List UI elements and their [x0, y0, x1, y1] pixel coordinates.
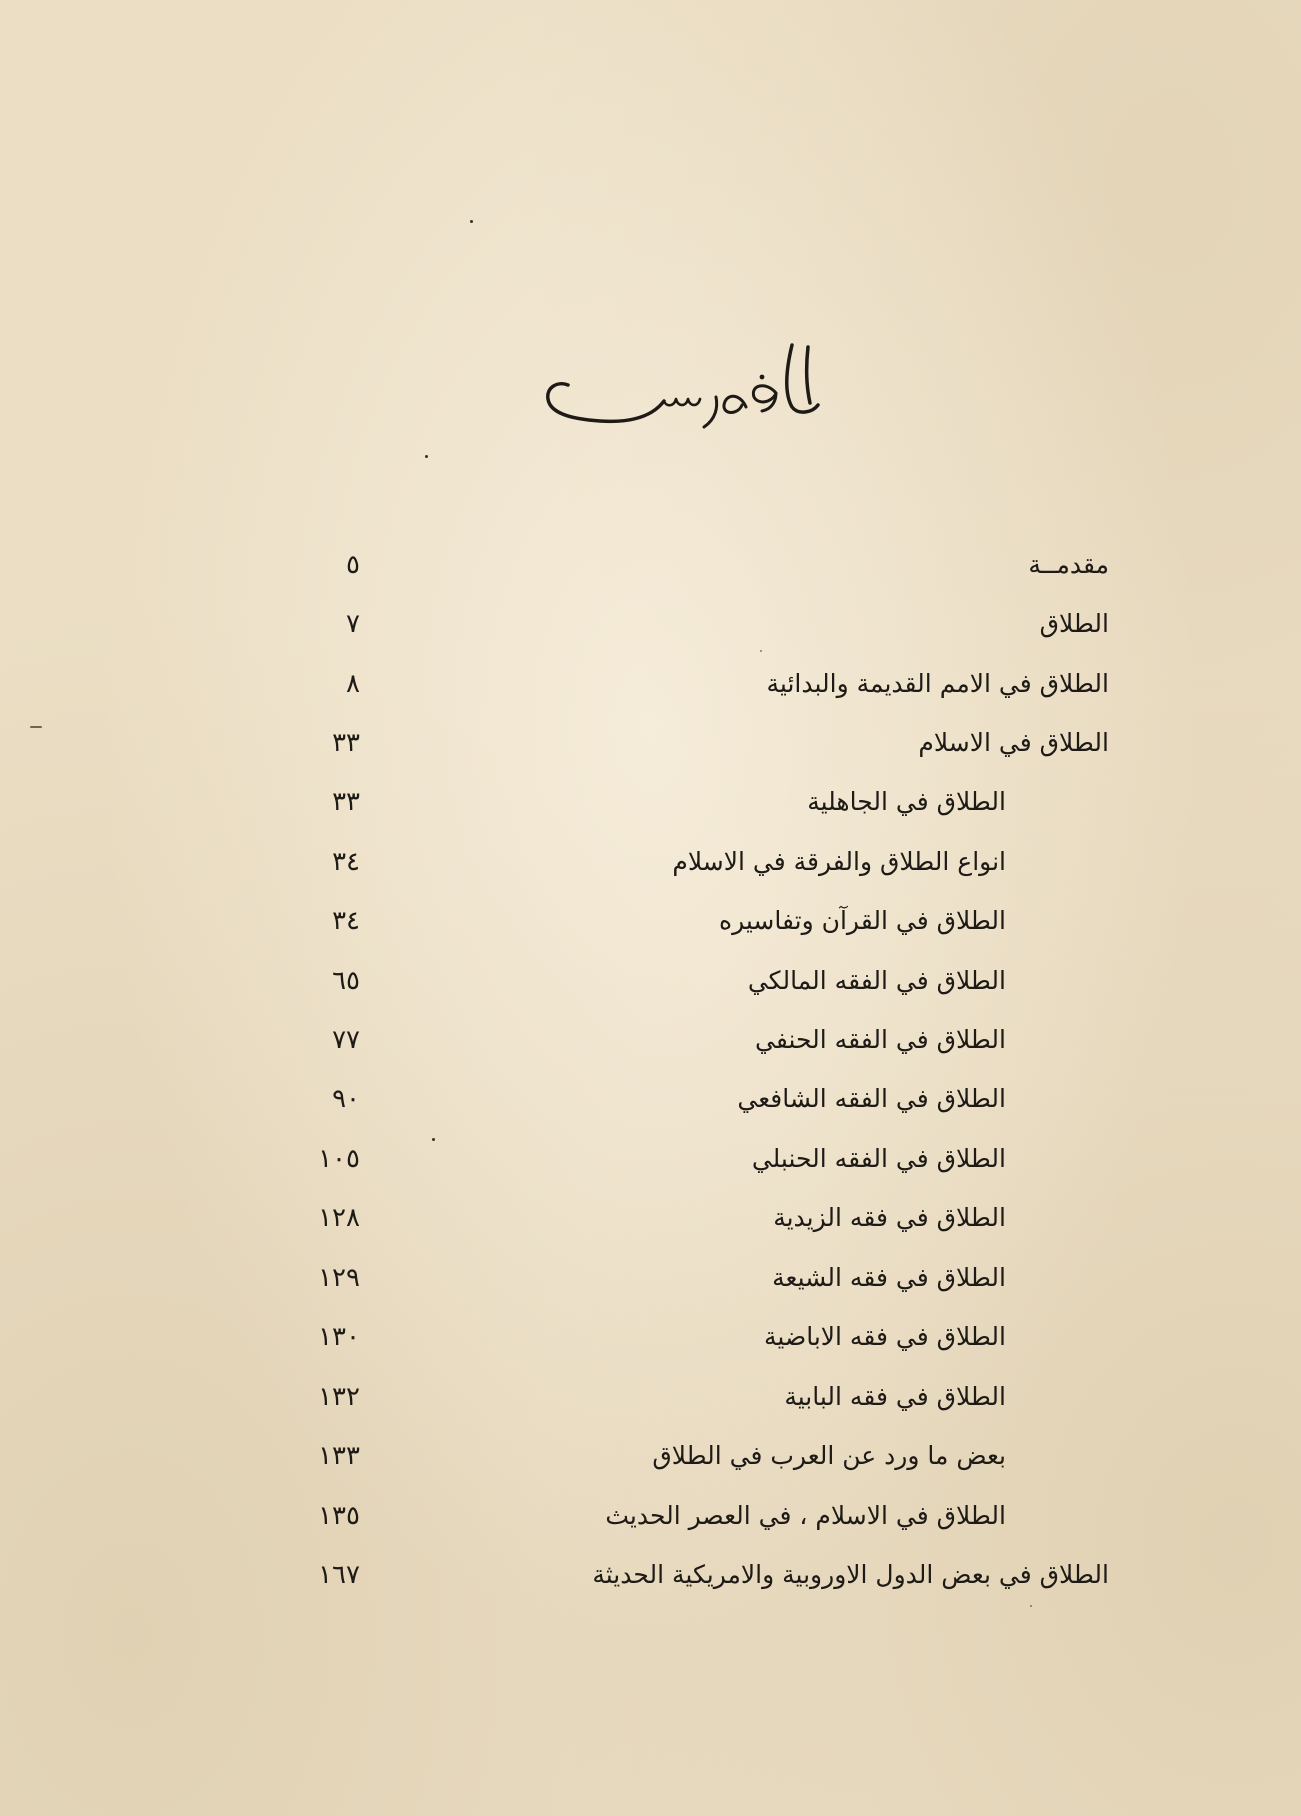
toc-entry-title: الطلاق في فقه الشيعة	[772, 1263, 1006, 1292]
toc-entry	[0, 961, 1301, 1019]
toc-entry-title: الطلاق في الفقه الشافعي	[737, 1084, 1006, 1113]
toc-entry	[0, 664, 1301, 722]
toc-entry-page: ٥	[346, 550, 360, 580]
toc-entry	[0, 782, 1301, 840]
toc-entry-page: ١٢٨	[318, 1203, 360, 1233]
toc-entry	[0, 1258, 1301, 1316]
toc-entry	[0, 1139, 1301, 1197]
toc-entry-page: ٧	[346, 609, 360, 639]
toc-entry-title: انواع الطلاق والفرقة في الاسلام	[672, 847, 1006, 876]
toc-entry-page: ١٦٧	[318, 1560, 360, 1590]
toc-entry-page: ٨	[346, 669, 360, 699]
toc-entry-title: الطلاق في القرآن وتفاسيره	[719, 906, 1006, 935]
toc-entry	[0, 1020, 1301, 1078]
toc-entry-page: ٦٥	[332, 966, 360, 996]
toc-entry-page: ١٢٩	[318, 1263, 360, 1293]
toc-entry-title: الطلاق في بعض الدول الاوروبية والامريكية الحديثة	[592, 1560, 1109, 1589]
toc-entry-page: ٧٧	[332, 1025, 360, 1055]
toc-entry-page: ١٣٠	[318, 1322, 360, 1352]
toc-entry	[0, 604, 1301, 662]
toc-entry-page: ١٣٥	[318, 1501, 360, 1531]
toc-entry	[0, 1079, 1301, 1137]
toc-entry-page: ١٣٣	[318, 1441, 360, 1471]
toc-entry-title: الطلاق في الجاهلية	[807, 787, 1006, 816]
toc-entry-title: الطلاق في فقه الزيدية	[773, 1203, 1006, 1232]
toc-entry-title: الطلاق في الاسلام	[918, 728, 1109, 757]
toc-entry-title: مقدمــة	[1028, 550, 1109, 579]
toc-entry	[0, 723, 1301, 781]
toc-entry-title: الطلاق في الفقه الحنفي	[754, 1025, 1006, 1054]
toc-entry-title: الطلاق في الاسلام ، في العصر الحديث	[605, 1501, 1006, 1530]
paper-speck	[425, 455, 428, 458]
toc-entry-title: الطلاق في الامم القديمة والبدائية	[766, 669, 1109, 698]
page-heading	[540, 335, 840, 445]
toc-entry-page: ٣٤	[332, 906, 360, 936]
toc-entry-page: ٩٠	[332, 1084, 360, 1114]
toc-entry-page: ٣٣	[332, 728, 360, 758]
toc-entry	[0, 1377, 1301, 1435]
toc-entry	[0, 1496, 1301, 1554]
toc-entry	[0, 1555, 1301, 1613]
toc-entry	[0, 1436, 1301, 1494]
toc-entry-page: ٣٣	[332, 787, 360, 817]
toc-entry-title: الطلاق	[1039, 609, 1109, 638]
toc-entry-page: ١٠٥	[318, 1144, 360, 1174]
paper-speck	[470, 220, 473, 223]
toc-entry-title: الطلاق في الفقه المالكي	[747, 966, 1006, 995]
toc-entry	[0, 545, 1301, 603]
toc-entry-title: بعض ما ورد عن العرب في الطلاق	[652, 1441, 1006, 1470]
toc-entry	[0, 842, 1301, 900]
toc-entry-page: ١٣٢	[318, 1382, 360, 1412]
toc-entry-title: الطلاق في فقه الاباضية	[764, 1322, 1006, 1351]
toc-entry-title: الطلاق في الفقه الحنبلي	[751, 1144, 1006, 1173]
toc-entry	[0, 901, 1301, 959]
toc-entry	[0, 1198, 1301, 1256]
toc-entry-page: ٣٤	[332, 847, 360, 877]
toc-entry	[0, 1317, 1301, 1375]
heading-calligraphy-icon	[540, 335, 840, 445]
toc-entry-title: الطلاق في فقه البابية	[784, 1382, 1006, 1411]
